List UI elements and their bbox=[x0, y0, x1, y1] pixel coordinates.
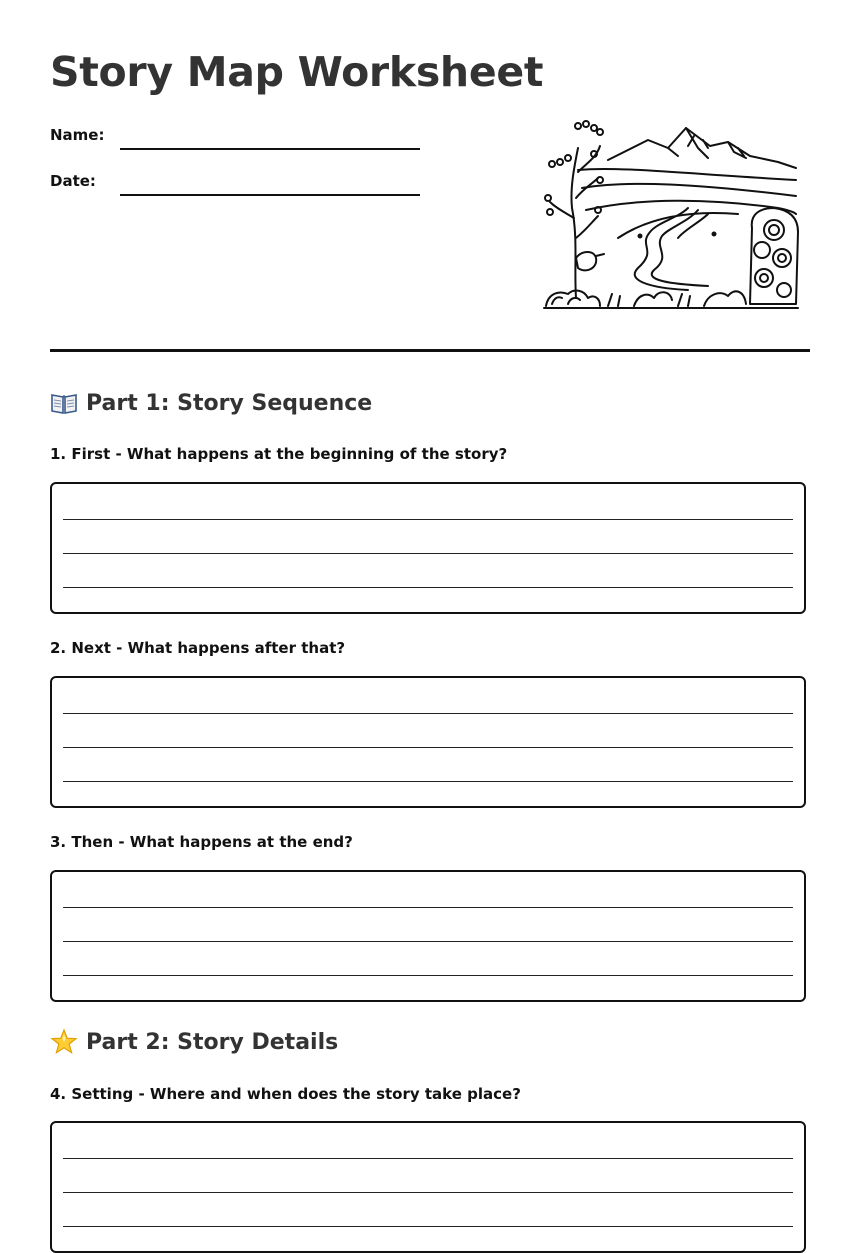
write-line bbox=[63, 553, 793, 554]
date-label: Date: bbox=[50, 172, 96, 190]
page-title: Story Map Worksheet bbox=[50, 48, 544, 96]
write-line bbox=[63, 907, 793, 908]
name-field bbox=[50, 120, 430, 150]
star-icon bbox=[50, 1028, 78, 1056]
answer-box-2[interactable] bbox=[50, 676, 806, 808]
question-1: 1. First - What happens at the beginning of the story? bbox=[50, 445, 508, 463]
question-3: 3. Then - What happens at the end? bbox=[50, 833, 353, 851]
part2-heading-text: Part 2: Story Details bbox=[86, 1029, 339, 1055]
write-line bbox=[63, 1192, 793, 1193]
part1-heading bbox=[50, 389, 372, 417]
write-line bbox=[63, 941, 793, 942]
question-4: 4. Setting - Where and when does the story take place? bbox=[50, 1085, 521, 1103]
part1-heading-text: Part 1: Story Sequence bbox=[86, 390, 373, 416]
write-line bbox=[63, 1226, 793, 1227]
answer-box-4[interactable] bbox=[50, 1121, 806, 1253]
open-book-icon bbox=[50, 389, 78, 417]
answer-box-1[interactable] bbox=[50, 482, 806, 614]
write-line bbox=[63, 713, 793, 714]
write-line bbox=[63, 781, 793, 782]
name-label: Name: bbox=[50, 126, 105, 144]
write-line bbox=[63, 587, 793, 588]
part2-heading bbox=[50, 1028, 338, 1056]
answer-box-3[interactable] bbox=[50, 870, 806, 1002]
landscape-drawing-icon bbox=[538, 118, 804, 314]
write-line bbox=[63, 519, 793, 520]
write-line bbox=[63, 1158, 793, 1159]
date-write-line[interactable] bbox=[120, 194, 420, 196]
write-line bbox=[63, 747, 793, 748]
question-2: 2. Next - What happens after that? bbox=[50, 639, 346, 657]
name-write-line[interactable] bbox=[120, 148, 420, 150]
header-divider bbox=[50, 349, 810, 352]
write-line bbox=[63, 975, 793, 976]
date-field bbox=[50, 166, 430, 196]
